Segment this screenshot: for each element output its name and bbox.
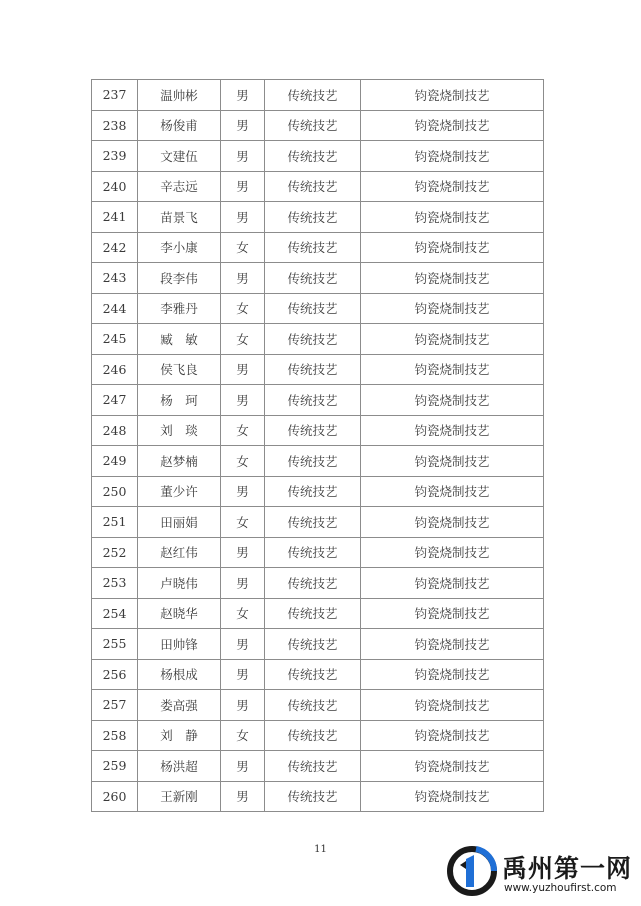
cell-name: 温帅彬 [138, 80, 221, 111]
cell-category: 传统技艺 [265, 659, 361, 690]
cell-gender: 男 [221, 80, 265, 111]
cell-category: 传统技艺 [265, 598, 361, 629]
table-row [92, 659, 544, 690]
roster-table-body [92, 80, 544, 812]
cell-category: 传统技艺 [265, 415, 361, 446]
cell-gender: 女 [221, 415, 265, 446]
table-row [92, 385, 544, 416]
cell-name: 田丽娟 [138, 507, 221, 538]
cell-name: 卢晓伟 [138, 568, 221, 599]
cell-number: 248 [92, 415, 138, 446]
cell-number: 253 [92, 568, 138, 599]
cell-name: 李雅丹 [138, 293, 221, 324]
cell-item: 钧瓷烧制技艺 [361, 568, 544, 599]
table-row [92, 598, 544, 629]
cell-number: 247 [92, 385, 138, 416]
cell-gender: 男 [221, 781, 265, 812]
cell-number: 255 [92, 629, 138, 660]
cell-category: 传统技艺 [265, 446, 361, 477]
cell-item: 钧瓷烧制技艺 [361, 141, 544, 172]
cell-name: 杨洪超 [138, 751, 221, 782]
cell-number: 244 [92, 293, 138, 324]
cell-gender: 男 [221, 202, 265, 233]
cell-gender: 女 [221, 720, 265, 751]
cell-item: 钧瓷烧制技艺 [361, 781, 544, 812]
cell-name: 辛志远 [138, 171, 221, 202]
cell-name: 杨 珂 [138, 385, 221, 416]
cell-name: 王新刚 [138, 781, 221, 812]
cell-number: 238 [92, 110, 138, 141]
cell-item: 钧瓷烧制技艺 [361, 110, 544, 141]
table-row [92, 568, 544, 599]
cell-item: 钧瓷烧制技艺 [361, 446, 544, 477]
cell-gender: 男 [221, 354, 265, 385]
cell-item: 钧瓷烧制技艺 [361, 476, 544, 507]
cell-category: 传统技艺 [265, 720, 361, 751]
cell-category: 传统技艺 [265, 568, 361, 599]
cell-item: 钧瓷烧制技艺 [361, 659, 544, 690]
cell-number: 254 [92, 598, 138, 629]
cell-item: 钧瓷烧制技艺 [361, 171, 544, 202]
cell-category: 传统技艺 [265, 781, 361, 812]
table-row [92, 751, 544, 782]
cell-name: 赵红伟 [138, 537, 221, 568]
cell-item: 钧瓷烧制技艺 [361, 354, 544, 385]
cell-category: 传统技艺 [265, 385, 361, 416]
roster-table [91, 79, 544, 812]
cell-number: 258 [92, 720, 138, 751]
table-row [92, 507, 544, 538]
cell-item: 钧瓷烧制技艺 [361, 324, 544, 355]
cell-number: 242 [92, 232, 138, 263]
table-row [92, 171, 544, 202]
table-row [92, 202, 544, 233]
table-row [92, 476, 544, 507]
cell-gender: 女 [221, 507, 265, 538]
cell-category: 传统技艺 [265, 751, 361, 782]
cell-item: 钧瓷烧制技艺 [361, 690, 544, 721]
cell-number: 241 [92, 202, 138, 233]
cell-name: 苗景飞 [138, 202, 221, 233]
cell-name: 赵梦楠 [138, 446, 221, 477]
cell-item: 钧瓷烧制技艺 [361, 263, 544, 294]
table-row [92, 690, 544, 721]
cell-gender: 男 [221, 141, 265, 172]
cell-category: 传统技艺 [265, 629, 361, 660]
table-row [92, 537, 544, 568]
cell-item: 钧瓷烧制技艺 [361, 598, 544, 629]
logo-emblem-icon [446, 843, 502, 899]
cell-name: 杨俊甫 [138, 110, 221, 141]
table-row [92, 720, 544, 751]
table-row [92, 110, 544, 141]
cell-name: 段李伟 [138, 263, 221, 294]
cell-gender: 男 [221, 171, 265, 202]
cell-gender: 女 [221, 324, 265, 355]
cell-category: 传统技艺 [265, 171, 361, 202]
table-row [92, 80, 544, 111]
cell-number: 249 [92, 446, 138, 477]
cell-category: 传统技艺 [265, 324, 361, 355]
cell-item: 钧瓷烧制技艺 [361, 202, 544, 233]
cell-number: 250 [92, 476, 138, 507]
cell-name: 刘 琰 [138, 415, 221, 446]
cell-gender: 男 [221, 568, 265, 599]
cell-number: 240 [92, 171, 138, 202]
cell-number: 259 [92, 751, 138, 782]
logo-title: 禹州第一网 [502, 854, 633, 883]
cell-gender: 男 [221, 476, 265, 507]
cell-category: 传统技艺 [265, 537, 361, 568]
site-logo-watermark [446, 843, 636, 899]
table-row [92, 354, 544, 385]
cell-item: 钧瓷烧制技艺 [361, 720, 544, 751]
cell-gender: 男 [221, 385, 265, 416]
cell-category: 传统技艺 [265, 476, 361, 507]
cell-number: 239 [92, 141, 138, 172]
cell-name: 董少许 [138, 476, 221, 507]
table-row [92, 446, 544, 477]
cell-gender: 女 [221, 293, 265, 324]
table-row [92, 263, 544, 294]
cell-category: 传统技艺 [265, 293, 361, 324]
cell-gender: 男 [221, 659, 265, 690]
cell-item: 钧瓷烧制技艺 [361, 415, 544, 446]
cell-number: 243 [92, 263, 138, 294]
cell-category: 传统技艺 [265, 141, 361, 172]
cell-item: 钧瓷烧制技艺 [361, 385, 544, 416]
table-row [92, 629, 544, 660]
cell-gender: 男 [221, 537, 265, 568]
cell-gender: 女 [221, 598, 265, 629]
cell-name: 臧 敏 [138, 324, 221, 355]
cell-number: 245 [92, 324, 138, 355]
cell-gender: 男 [221, 110, 265, 141]
cell-gender: 男 [221, 690, 265, 721]
table-row [92, 232, 544, 263]
cell-name: 文建伍 [138, 141, 221, 172]
cell-name: 杨根成 [138, 659, 221, 690]
page-number: 11 [314, 844, 327, 855]
table-row [92, 415, 544, 446]
cell-name: 李小康 [138, 232, 221, 263]
cell-category: 传统技艺 [265, 232, 361, 263]
table-row [92, 324, 544, 355]
cell-name: 赵晓华 [138, 598, 221, 629]
cell-category: 传统技艺 [265, 80, 361, 111]
cell-number: 260 [92, 781, 138, 812]
cell-item: 钧瓷烧制技艺 [361, 293, 544, 324]
cell-category: 传统技艺 [265, 354, 361, 385]
cell-category: 传统技艺 [265, 110, 361, 141]
cell-item: 钧瓷烧制技艺 [361, 537, 544, 568]
cell-gender: 女 [221, 446, 265, 477]
cell-item: 钧瓷烧制技艺 [361, 507, 544, 538]
cell-category: 传统技艺 [265, 202, 361, 233]
cell-gender: 男 [221, 263, 265, 294]
cell-number: 256 [92, 659, 138, 690]
cell-gender: 女 [221, 232, 265, 263]
logo-url: www.yuzhoufirst.com [504, 882, 617, 894]
cell-name: 娄高强 [138, 690, 221, 721]
cell-name: 侯飞良 [138, 354, 221, 385]
table-row [92, 781, 544, 812]
cell-item: 钧瓷烧制技艺 [361, 80, 544, 111]
cell-gender: 男 [221, 751, 265, 782]
cell-name: 田帅锋 [138, 629, 221, 660]
cell-name: 刘 静 [138, 720, 221, 751]
cell-item: 钧瓷烧制技艺 [361, 751, 544, 782]
cell-number: 246 [92, 354, 138, 385]
table-row [92, 293, 544, 324]
cell-number: 257 [92, 690, 138, 721]
cell-gender: 男 [221, 629, 265, 660]
cell-category: 传统技艺 [265, 507, 361, 538]
cell-category: 传统技艺 [265, 263, 361, 294]
cell-number: 252 [92, 537, 138, 568]
cell-item: 钧瓷烧制技艺 [361, 629, 544, 660]
cell-number: 237 [92, 80, 138, 111]
cell-number: 251 [92, 507, 138, 538]
table-row [92, 141, 544, 172]
cell-item: 钧瓷烧制技艺 [361, 232, 544, 263]
cell-category: 传统技艺 [265, 690, 361, 721]
